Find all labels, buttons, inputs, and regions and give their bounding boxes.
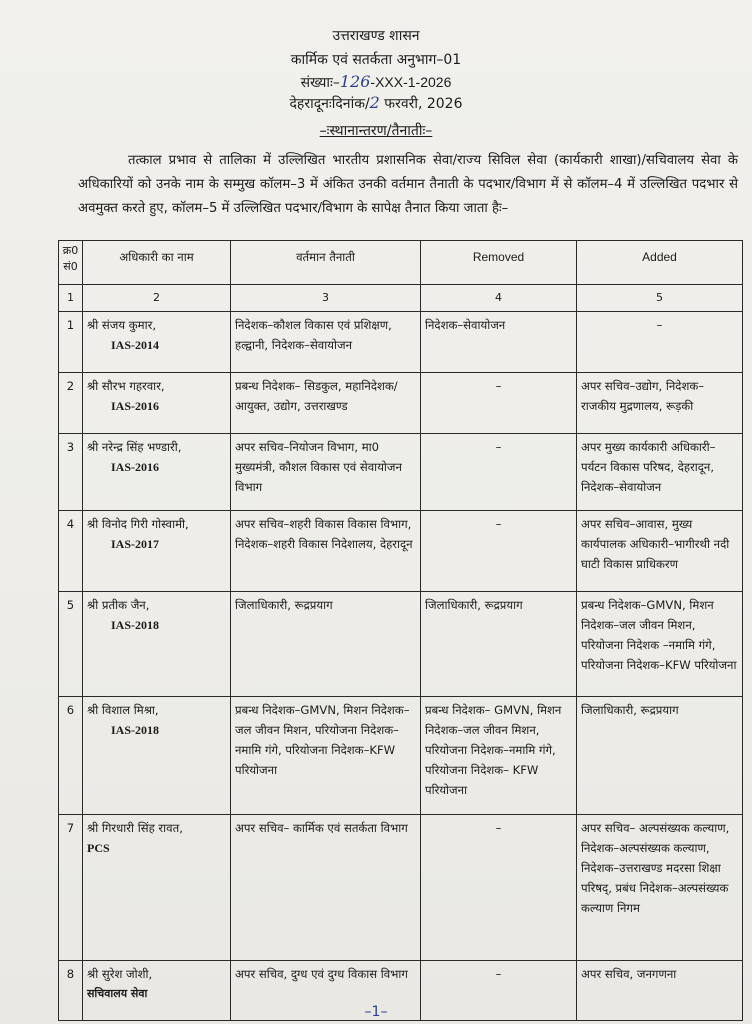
row-removed: – bbox=[421, 815, 577, 961]
row-current: प्रबन्ध निदेशक–GMVN, मिशन निदेशक–जल जीवन मिशन, परियोजना निदेशक– नमामि गंगे, परियोजना निदेशक–KFW परियोजना bbox=[231, 697, 421, 815]
table-row bbox=[59, 434, 743, 511]
row-sno: 2 bbox=[59, 373, 83, 434]
officer-name: श्री गिरधारी सिंह रावत, bbox=[87, 821, 183, 835]
officer-service: IAS-2018 bbox=[111, 618, 160, 632]
officer-name: श्री सौरभ गहरवार, bbox=[87, 379, 165, 393]
row-current: अपर सचिव–शहरी विकास विकास विभाग, निदेशक–शहरी विकास निदेशालय, देहरादून bbox=[231, 511, 421, 592]
officer-service: IAS-2018 bbox=[111, 723, 160, 737]
row-added: प्रबन्ध निदेशक–GMVN, मिशन निदेशक–जल जीवन मिशन, परियोजना निदेशक –नमामि गंगे, परियोजना निदेशक–KFW परियोजना bbox=[577, 592, 743, 697]
header-current: वर्तमान तैनाती bbox=[231, 241, 421, 285]
row-current: निदेशक–कौशल विकास एवं प्रशिक्षण, हल्द्वानी, निदेशक–सेवायोजन bbox=[231, 312, 421, 373]
row-current: अपर सचिव–नियोजन विभाग, मा0 मुख्यमंत्री, कौशल विकास एवं सेवायोजन विभाग bbox=[231, 434, 421, 511]
table-row bbox=[59, 511, 743, 592]
table-row bbox=[59, 697, 743, 815]
row-added: अपर मुख्य कार्यकारी अधिकारी–पर्यटन विकास परिषद, देहरादून, निदेशक–सेवायोजन bbox=[577, 434, 743, 511]
officer-name: श्री विशाल मिश्रा, bbox=[87, 703, 159, 717]
order-number-suffix: -XXX-1-2026 bbox=[370, 74, 452, 90]
date-prefix: देहरादूनःदिनांक/ bbox=[289, 96, 370, 112]
officer-name: श्री संजय कुमार, bbox=[87, 318, 157, 332]
header-sno: क्र0 सं0 bbox=[59, 241, 83, 285]
order-date bbox=[0, 93, 752, 113]
colno-1: 1 bbox=[59, 285, 83, 312]
row-added: जिलाधिकारी, रूद्रप्रयाग bbox=[577, 697, 743, 815]
row-officer bbox=[83, 697, 231, 815]
row-added: अपर सचिव–आवास, मुख्य कार्यपालक अधिकारी–भागीरथी नदी घाटी विकास प्राधिकरण bbox=[577, 511, 743, 592]
row-removed: – bbox=[421, 434, 577, 511]
table-row bbox=[59, 373, 743, 434]
officer-service: IAS-2017 bbox=[111, 537, 160, 551]
row-sno: 8 bbox=[59, 961, 83, 1021]
table-row bbox=[59, 815, 743, 961]
officer-service: IAS-2016 bbox=[111, 399, 160, 413]
row-sno: 5 bbox=[59, 592, 83, 697]
row-officer bbox=[83, 373, 231, 434]
transfer-table bbox=[58, 240, 743, 1021]
row-officer bbox=[83, 511, 231, 592]
subject-heading: –ःस्थानान्तरण/तैनातीः– bbox=[319, 123, 433, 139]
row-removed: प्रबन्ध निदेशक– GMVN, मिशन निदेशक–जल जीवन मिशन, परियोजना निदेशक–नमामि गंगे, परियोजना निदेशक– KFW परियोजना bbox=[421, 697, 577, 815]
handwritten-date: 2 bbox=[369, 93, 380, 112]
row-sno: 3 bbox=[59, 434, 83, 511]
row-removed: निदेशक–सेवायोजन bbox=[421, 312, 577, 373]
officer-name: श्री नरेन्द्र सिंह भण्डारी, bbox=[87, 440, 182, 454]
row-current: अपर सचिव– कार्मिक एवं सतर्कता विभाग bbox=[231, 815, 421, 961]
column-number-row bbox=[59, 285, 743, 312]
date-suffix: फरवरी, 2026 bbox=[379, 96, 463, 112]
colno-4: 4 bbox=[421, 285, 577, 312]
officer-name: श्री प्रतीक जैन, bbox=[87, 598, 150, 612]
row-added: अपर सचिव– अल्पसंख्यक कल्याण, निदेशक–अल्पसंख्यक कल्याण, निदेशक–उत्तराखण्ड मदरसा शिक्षा परिषद्, प्रबंध निदेशक–अल्पसंख्यक कल्याण निगम bbox=[577, 815, 743, 961]
officer-name: श्री विनोद गिरी गोस्वामी, bbox=[87, 517, 189, 531]
order-number-prefix: संख्याः– bbox=[300, 75, 340, 91]
row-removed: – bbox=[421, 511, 577, 592]
row-officer bbox=[83, 434, 231, 511]
officer-service: IAS-2016 bbox=[111, 460, 160, 474]
row-current: अपर सचिव, दुग्ध एवं दुग्ध विकास विभाग bbox=[231, 961, 421, 1021]
row-sno: 1 bbox=[59, 312, 83, 373]
row-current: प्रबन्ध निदेशक– सिडकुल, महानिदेशक/आयुक्त, उद्योग, उत्तराखण्ड bbox=[231, 373, 421, 434]
row-removed: जिलाधिकारी, रूद्रप्रयाग bbox=[421, 592, 577, 697]
row-sno: 4 bbox=[59, 511, 83, 592]
row-removed: – bbox=[421, 373, 577, 434]
row-sno: 6 bbox=[59, 697, 83, 815]
row-officer bbox=[83, 815, 231, 961]
govt-heading: उत्तराखण्ड शासन bbox=[332, 28, 420, 44]
row-officer bbox=[83, 592, 231, 697]
row-added: अपर सचिव, जनगणना bbox=[577, 961, 743, 1021]
intro-paragraph bbox=[78, 149, 738, 221]
handwritten-number: 126 bbox=[339, 72, 371, 91]
officer-service: IAS-2014 bbox=[111, 338, 160, 352]
row-officer bbox=[83, 312, 231, 373]
department-heading: कार्मिक एवं सतर्कता अनुभाग–01 bbox=[290, 52, 462, 68]
table-row bbox=[59, 312, 743, 373]
row-removed: – bbox=[421, 961, 577, 1021]
header-removed: Removed bbox=[421, 241, 577, 285]
officer-name: श्री सुरेश जोशी, bbox=[87, 967, 153, 981]
header-added: Added bbox=[577, 241, 743, 285]
officer-service: PCS bbox=[87, 841, 110, 855]
row-sno: 7 bbox=[59, 815, 83, 961]
page-number: –1– bbox=[364, 1004, 388, 1020]
colno-5: 5 bbox=[577, 285, 743, 312]
officer-service: सचिवालय सेवा bbox=[87, 987, 148, 1000]
row-added: अपर सचिव–उद्योग, निदेशक–राजकीय मुद्रणालय, रूड़की bbox=[577, 373, 743, 434]
intro-text: तत्काल प्रभाव से तालिका में उल्लिखित भारतीय प्रशासनिक सेवा/राज्य सिविल सेवा (कार्यकारी शाखा)/सचिवालय सेवा के अधिकारियों को उनके नाम के सम्मुख कॉलम–3 में अंकित उनकी वर्तमान तैनाती के पदभार/विभाग में से कॉलम–4 में उल्लिखित पदभार से अवमुक्त करते हुए, कॉलम–5 में उल्लिखित पदभार/विभाग के सापेक्ष तैनात किया जाता हैः– bbox=[78, 153, 738, 216]
order-number bbox=[0, 72, 752, 92]
colno-3: 3 bbox=[231, 285, 421, 312]
table-row bbox=[59, 592, 743, 697]
row-current: जिलाधिकारी, रूद्रप्रयाग bbox=[231, 592, 421, 697]
row-added: – bbox=[577, 312, 743, 373]
table-header-row bbox=[59, 241, 743, 285]
colno-2: 2 bbox=[83, 285, 231, 312]
header-name: अधिकारी का नाम bbox=[83, 241, 231, 285]
